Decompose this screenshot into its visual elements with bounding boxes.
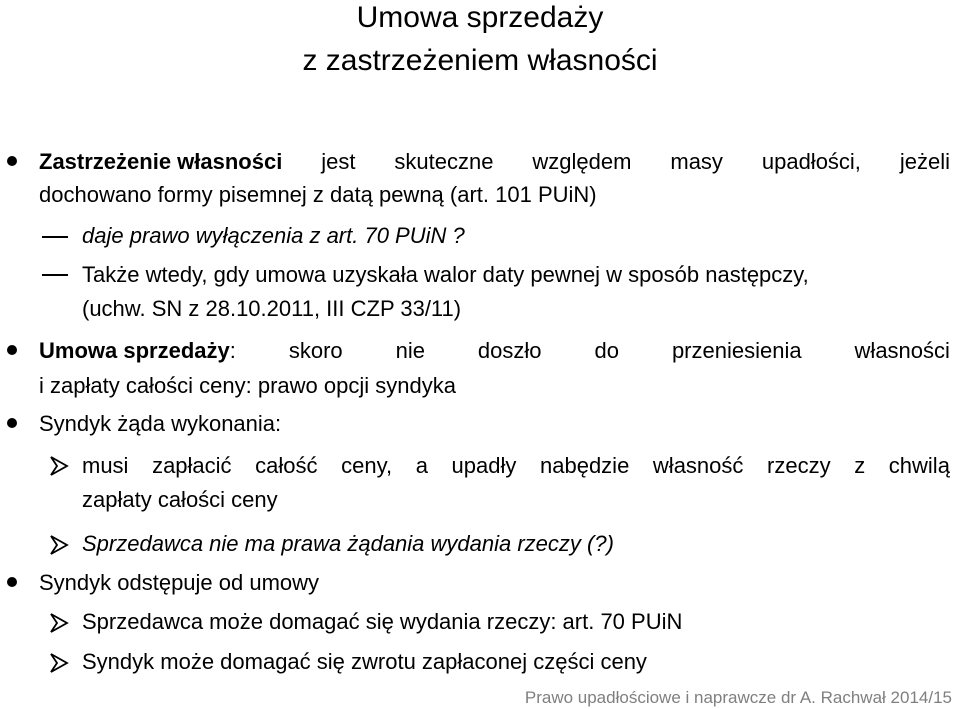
bullet-2-line-1 [39, 337, 950, 365]
bullet-4-text: Syndyk odstępuje od umowy [39, 570, 320, 595]
word: z [854, 453, 866, 478]
word: przeniesienia [671, 338, 802, 363]
bullet-1-bold: Zastrzeżenie własności [39, 149, 283, 174]
bullet-2-line-2: i zapłaty całości ceny: prawo opcji syndyka [39, 373, 456, 398]
word: względem [532, 149, 632, 174]
word: własności [854, 338, 950, 363]
word: skoro [288, 338, 343, 363]
word: a [415, 453, 428, 478]
slide-footer: Prawo upadłościowe i naprawcze dr A. Rachwał 2014/15 [524, 688, 952, 707]
bullet-dot [7, 156, 17, 166]
bullet-1-sub-2-line-2: (uchw. SN z 28.10.2011, III CZP 33/11) [82, 296, 462, 321]
word: własność [652, 453, 744, 478]
word: jest [321, 149, 356, 174]
word: masy [670, 149, 723, 174]
word: upadłości, [761, 149, 861, 174]
word: rzeczy [767, 453, 831, 478]
bullet-4-sub-2: Syndyk może domagać się zwrotu zapłaconej części ceny [82, 649, 647, 674]
word: ceny, [341, 453, 393, 478]
bullet-3-text: Syndyk żąda wykonania: [39, 411, 282, 436]
bullet-dot [7, 418, 17, 428]
word: jeżeli [899, 149, 950, 174]
arrowhead-icon [49, 534, 69, 556]
bullet-3-sub-1-line-1 [82, 452, 950, 480]
bullet-3-sub-2: Sprzedawca nie ma prawa żądania wydania rzeczy (?) [82, 531, 614, 556]
arrowhead-icon [49, 612, 69, 634]
bullet-2-bold: Umowa sprzedaży [39, 338, 230, 363]
bullet-2-lead: Umowa sprzedaży: [39, 338, 236, 363]
bullet-3-sub-1-line-2: zapłaty całości ceny [82, 487, 278, 512]
word: nie [395, 338, 425, 363]
dash-marker [42, 274, 68, 276]
bullet-1-line-2: dochowano formy pisemnej z datą pewną (art. 101 PUiN) [39, 182, 597, 207]
word: chwilą [888, 453, 950, 478]
slide-title-line-2: z zastrzeżeniem własności [302, 44, 658, 77]
word: doszło [477, 338, 542, 363]
bullet-dot [7, 577, 17, 587]
bullet-dot [7, 345, 17, 355]
bullet-1-sub-1: daje prawo wyłączenia z art. 70 PUiN ? [82, 223, 465, 248]
bullet-1-line-1 [39, 148, 950, 176]
word: do [594, 338, 619, 363]
word: nabędzie [540, 453, 630, 478]
bullet-1-sub-2-line-1: Także wtedy, gdy umowa uzyskała walor daty pewnej w sposób następczy, [82, 262, 809, 287]
arrowhead-icon [49, 455, 69, 477]
dash-marker [42, 236, 68, 238]
slide-title-line-1: Umowa sprzedaży [356, 1, 604, 34]
word: musi [82, 453, 129, 478]
bullet-4-sub-1: Sprzedawca może domagać się wydania rzeczy: art. 70 PUiN [82, 609, 683, 634]
word: skuteczne [394, 149, 494, 174]
word: upadły [451, 453, 517, 478]
word: zapłacić [152, 453, 232, 478]
word: całość [255, 453, 318, 478]
arrowhead-icon [49, 652, 69, 674]
